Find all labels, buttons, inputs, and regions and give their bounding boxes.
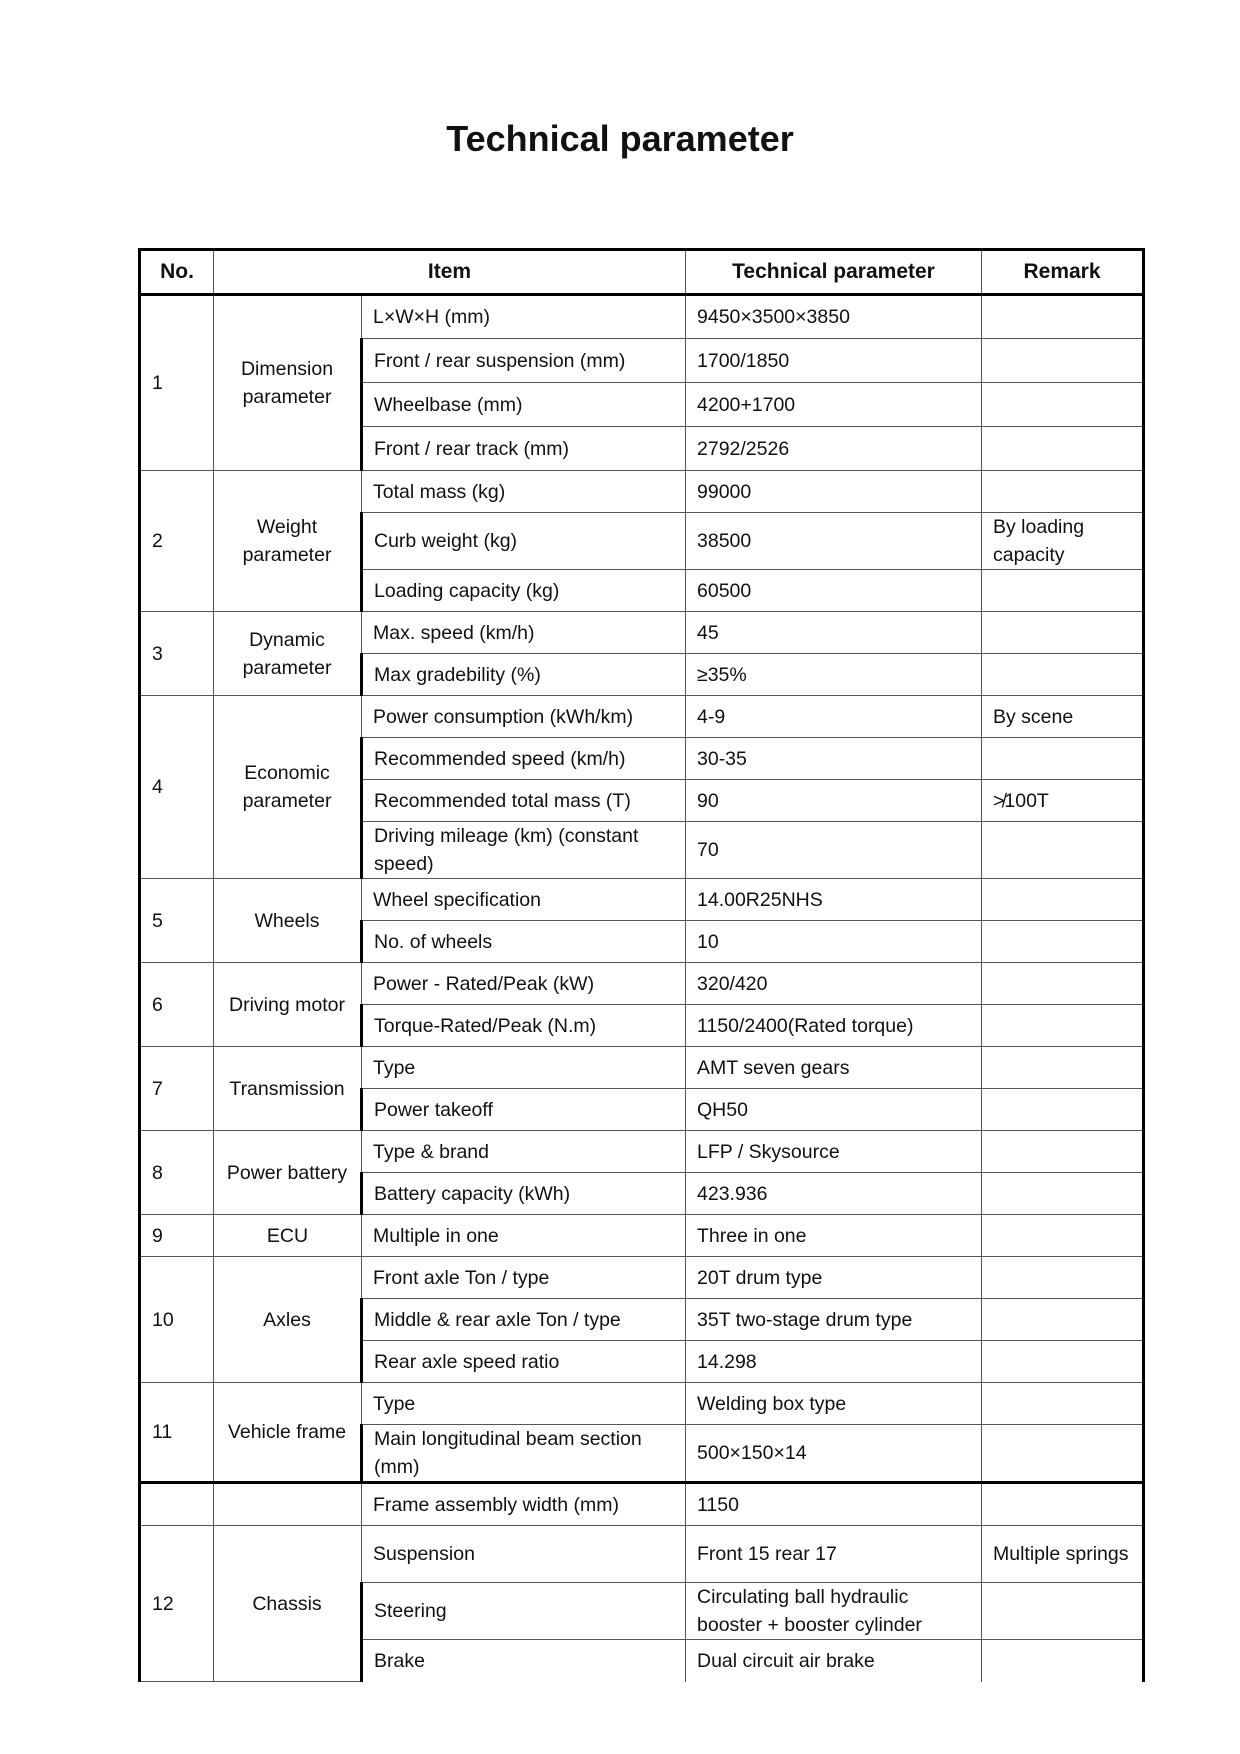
row-remark [982, 1047, 1144, 1089]
row-group: Driving motor [214, 963, 362, 1047]
row-item: Power - Rated/Peak (kW) [362, 963, 686, 1005]
row-item: Suspension [362, 1526, 686, 1583]
row-item: Battery capacity (kWh) [362, 1173, 686, 1215]
row-number: 5 [140, 879, 214, 963]
header-no: No. [140, 250, 214, 295]
row-item: Front / rear suspension (mm) [362, 339, 686, 383]
row-remark [982, 1383, 1144, 1425]
row-value: Dual circuit air brake [686, 1640, 982, 1682]
table-row [140, 1483, 1144, 1526]
row-remark [982, 822, 1144, 879]
row-value: 10 [686, 921, 982, 963]
row-number: 10 [140, 1257, 214, 1383]
row-item: L×W×H (mm) [362, 295, 686, 339]
row-remark [982, 1483, 1144, 1526]
row-remark [982, 1005, 1144, 1047]
row-remark: Multiple springs [982, 1526, 1144, 1583]
row-value: 60500 [686, 570, 982, 612]
row-item: Wheel specification [362, 879, 686, 921]
row-item: Power takeoff [362, 1089, 686, 1131]
table-row [140, 471, 1144, 513]
table-row [140, 696, 1144, 738]
row-item: Recommended total mass (T) [362, 780, 686, 822]
row-item: Total mass (kg) [362, 471, 686, 513]
row-item: Main longitudinal beam section (mm) [362, 1425, 686, 1483]
row-remark [982, 963, 1144, 1005]
row-remark [982, 921, 1144, 963]
row-group: Dynamic parameter [214, 612, 362, 696]
row-group: Power battery [214, 1131, 362, 1215]
table-row [140, 612, 1144, 654]
row-value: 35T two-stage drum type [686, 1299, 982, 1341]
row-item: Loading capacity (kg) [362, 570, 686, 612]
row-number: 12 [140, 1526, 214, 1682]
row-value: 9450×3500×3850 [686, 295, 982, 339]
row-remark: By scene [982, 696, 1144, 738]
row-remark [982, 654, 1144, 696]
row-value: 4-9 [686, 696, 982, 738]
row-group: Wheels [214, 879, 362, 963]
row-remark [982, 471, 1144, 513]
row-remark: ≯100T [982, 780, 1144, 822]
row-group [214, 1483, 362, 1526]
row-remark [982, 612, 1144, 654]
row-remark [982, 1425, 1144, 1483]
row-item: Frame assembly width (mm) [362, 1483, 686, 1526]
row-value: LFP / Skysource [686, 1131, 982, 1173]
row-value: 4200+1700 [686, 383, 982, 427]
row-item: Curb weight (kg) [362, 513, 686, 570]
row-item: Power consumption (kWh/km) [362, 696, 686, 738]
row-group: Dimension parameter [214, 295, 362, 471]
row-value: 320/420 [686, 963, 982, 1005]
row-item: Middle & rear axle Ton / type [362, 1299, 686, 1341]
row-remark [982, 1131, 1144, 1173]
technical-parameter-table [138, 248, 1145, 1682]
row-item: Recommended speed (km/h) [362, 738, 686, 780]
row-value: 20T drum type [686, 1257, 982, 1299]
row-group: Vehicle frame [214, 1383, 362, 1483]
row-number [140, 1483, 214, 1526]
row-value: Welding box type [686, 1383, 982, 1425]
row-remark [982, 1089, 1144, 1131]
header-technical-parameter: Technical parameter [686, 250, 982, 295]
row-value: 2792/2526 [686, 427, 982, 471]
row-value: 30-35 [686, 738, 982, 780]
row-group: Transmission [214, 1047, 362, 1131]
row-item: Steering [362, 1583, 686, 1640]
row-value: 1700/1850 [686, 339, 982, 383]
header-remark: Remark [982, 250, 1144, 295]
row-number: 6 [140, 963, 214, 1047]
row-remark [982, 879, 1144, 921]
row-item: Rear axle speed ratio [362, 1341, 686, 1383]
row-value: 99000 [686, 471, 982, 513]
row-value: 1150 [686, 1483, 982, 1526]
row-number: 2 [140, 471, 214, 612]
row-remark [982, 1640, 1144, 1682]
row-remark: By loading capacity [982, 513, 1144, 570]
row-item: No. of wheels [362, 921, 686, 963]
row-value: Front 15 rear 17 [686, 1526, 982, 1583]
row-number: 7 [140, 1047, 214, 1131]
table-header-row [140, 250, 1144, 295]
row-item: Type & brand [362, 1131, 686, 1173]
row-remark [982, 570, 1144, 612]
row-item: Torque-Rated/Peak (N.m) [362, 1005, 686, 1047]
row-remark [982, 1583, 1144, 1640]
table-row [140, 1526, 1144, 1583]
row-remark [982, 738, 1144, 780]
row-remark [982, 1215, 1144, 1257]
row-item: Type [362, 1047, 686, 1089]
row-remark [982, 1341, 1144, 1383]
row-value: QH50 [686, 1089, 982, 1131]
table-row [140, 1047, 1144, 1089]
row-group: Economic parameter [214, 696, 362, 879]
row-value: 38500 [686, 513, 982, 570]
row-remark [982, 1257, 1144, 1299]
row-group: Chassis [214, 1526, 362, 1682]
row-remark [982, 427, 1144, 471]
row-value: 500×150×14 [686, 1425, 982, 1483]
table-row [140, 1383, 1144, 1425]
row-item: Wheelbase (mm) [362, 383, 686, 427]
row-value: 45 [686, 612, 982, 654]
row-item: Max. speed (km/h) [362, 612, 686, 654]
row-item: Max gradebility (%) [362, 654, 686, 696]
row-value: 70 [686, 822, 982, 879]
row-group: Weight parameter [214, 471, 362, 612]
header-item: Item [214, 250, 686, 295]
page-title: Technical parameter [446, 118, 794, 159]
row-item: Front axle Ton / type [362, 1257, 686, 1299]
row-item: Brake [362, 1640, 686, 1682]
row-value: ≥35% [686, 654, 982, 696]
row-value: Circulating ball hydraulic booster + booster cylinder [686, 1583, 982, 1640]
row-number: 3 [140, 612, 214, 696]
row-number: 4 [140, 696, 214, 879]
row-value: 90 [686, 780, 982, 822]
row-number: 1 [140, 295, 214, 471]
row-remark [982, 295, 1144, 339]
row-number: 8 [140, 1131, 214, 1215]
table-row [140, 963, 1144, 1005]
row-remark [982, 383, 1144, 427]
row-value: Three in one [686, 1215, 982, 1257]
row-number: 11 [140, 1383, 214, 1483]
table-row [140, 1257, 1144, 1299]
row-item: Multiple in one [362, 1215, 686, 1257]
row-item: Driving mileage (km) (constant speed) [362, 822, 686, 879]
row-value: 14.00R25NHS [686, 879, 982, 921]
table-row [140, 1215, 1144, 1257]
row-remark [982, 339, 1144, 383]
row-number: 9 [140, 1215, 214, 1257]
row-item: Type [362, 1383, 686, 1425]
table-row [140, 295, 1144, 339]
row-value: AMT seven gears [686, 1047, 982, 1089]
row-remark [982, 1299, 1144, 1341]
row-group: Axles [214, 1257, 362, 1383]
table-row [140, 879, 1144, 921]
row-item: Front / rear track (mm) [362, 427, 686, 471]
row-value: 14.298 [686, 1341, 982, 1383]
row-remark [982, 1173, 1144, 1215]
row-value: 1150/2400(Rated torque) [686, 1005, 982, 1047]
row-value: 423.936 [686, 1173, 982, 1215]
row-group: ECU [214, 1215, 362, 1257]
table-row [140, 1131, 1144, 1173]
